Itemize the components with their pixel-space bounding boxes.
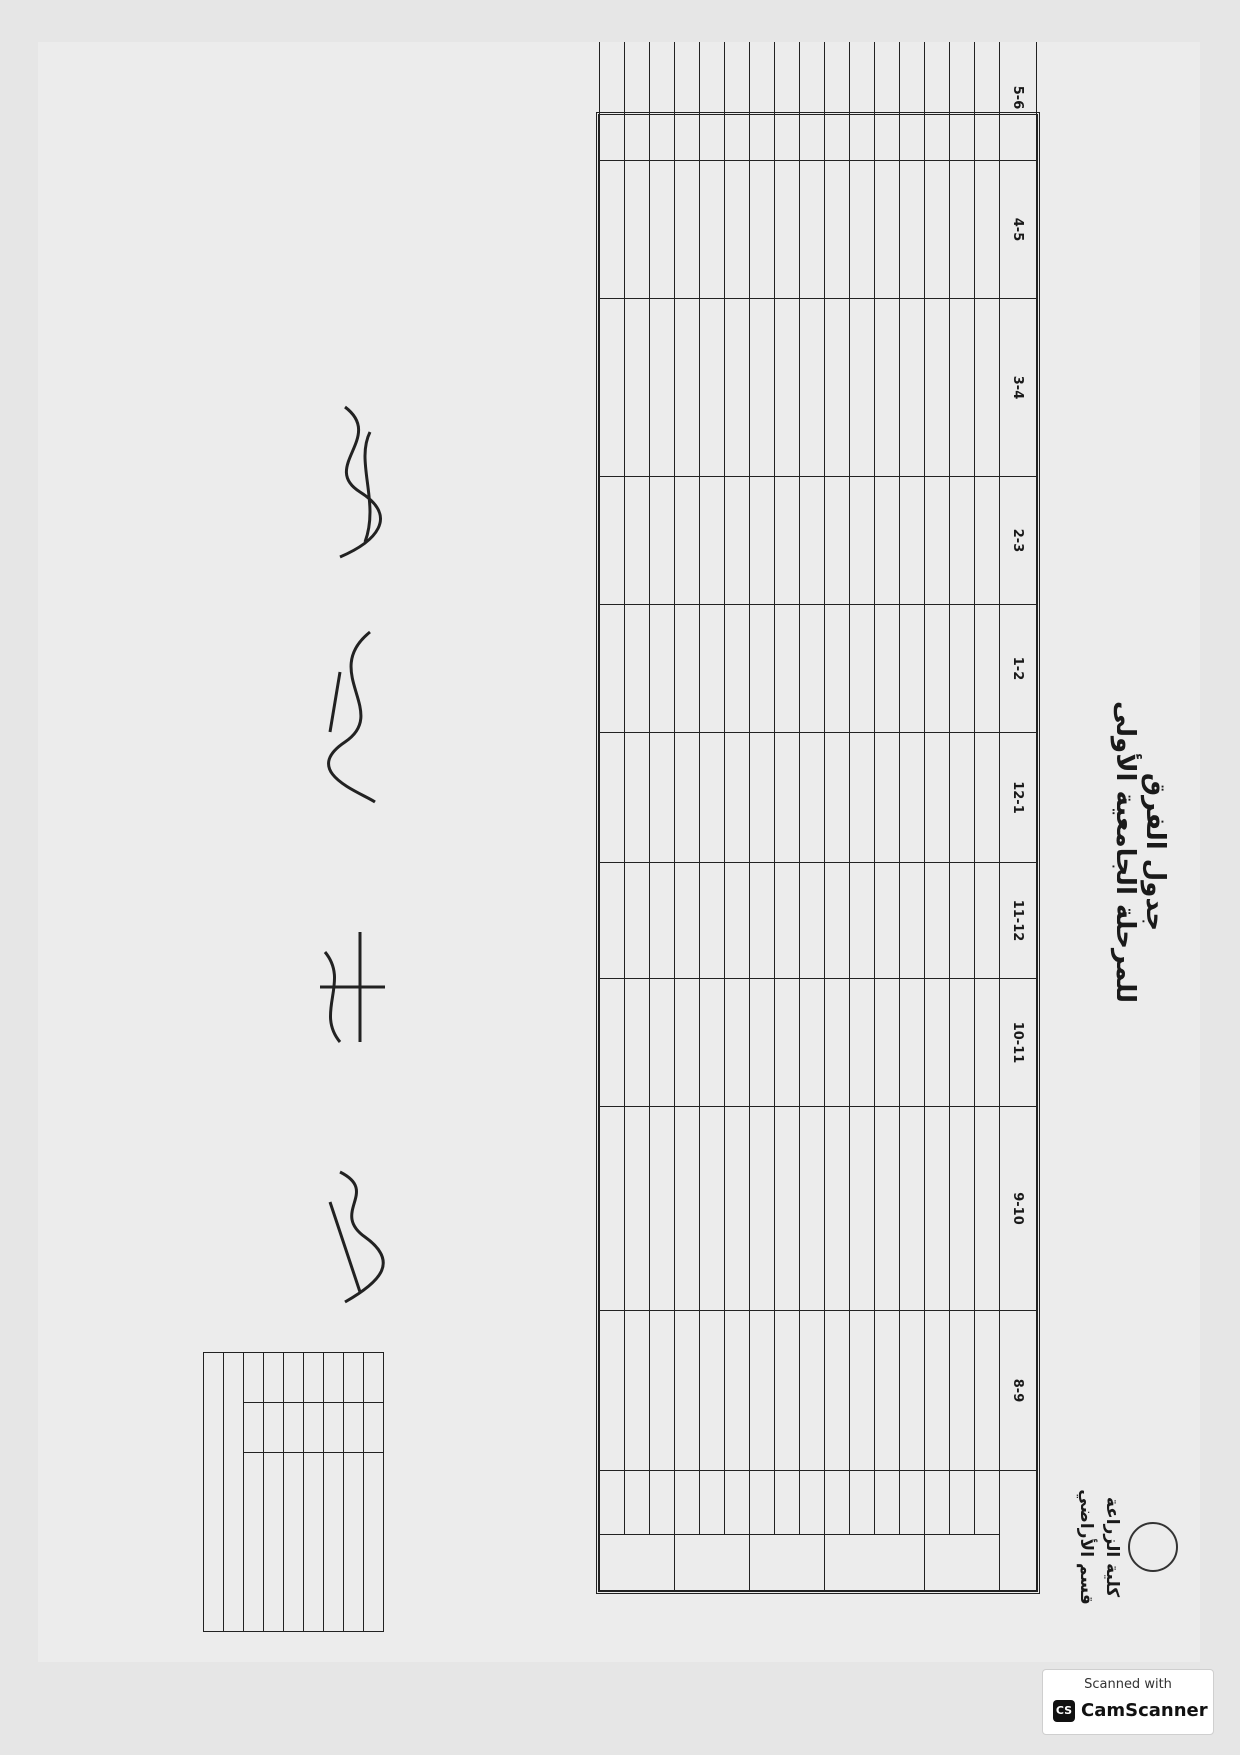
legend-cell xyxy=(264,1353,284,1403)
legend-header xyxy=(364,1353,384,1403)
legend-cell xyxy=(304,1452,324,1631)
time-slot: 10-11 xyxy=(1000,979,1037,1107)
legend-cell xyxy=(284,1452,304,1631)
legend-cell xyxy=(244,1452,264,1631)
day-row xyxy=(900,42,925,1591)
document-title xyxy=(1110,652,1170,1052)
day-row xyxy=(800,42,825,1591)
legend-cell xyxy=(244,1402,264,1452)
faculty-name: كلية الزراعة xyxy=(1102,1496,1122,1598)
schedule-table-frame xyxy=(596,85,1040,1594)
day-label xyxy=(750,1535,825,1591)
handwritten-signature xyxy=(310,602,400,822)
time-header-row xyxy=(1000,42,1037,1591)
handwritten-signature xyxy=(310,1142,400,1332)
legend-cell xyxy=(304,1402,324,1452)
time-slot: 5-6 xyxy=(1000,42,1037,161)
time-slot: 4-5 xyxy=(1000,161,1037,299)
university-logo-icon xyxy=(1128,1522,1178,1572)
time-slot: 3-4 xyxy=(1000,299,1037,477)
time-slot: 8-9 xyxy=(1000,1311,1037,1471)
camscanner-watermark xyxy=(1042,1669,1214,1735)
document-sheet xyxy=(38,42,1200,1662)
legend-header xyxy=(364,1452,384,1631)
course-legend-table xyxy=(203,1352,384,1632)
day-label xyxy=(675,1535,750,1591)
day-subrow-label xyxy=(925,1471,950,1535)
signature-block xyxy=(306,382,400,582)
day-subrow-label xyxy=(675,1471,700,1535)
legend-total-theory xyxy=(224,1353,244,1632)
camscanner-logo-icon: CS xyxy=(1053,1700,1075,1722)
signature-block xyxy=(306,1142,400,1332)
department-name: قسم الأراضي xyxy=(1076,1489,1097,1605)
day-subrow-label xyxy=(900,1471,925,1535)
legend-cell xyxy=(284,1353,304,1403)
legend-cell xyxy=(244,1353,264,1403)
scanner-brand: CamScanner xyxy=(1081,1700,1208,1721)
signature-block xyxy=(310,82,380,342)
time-slot: 12-1 xyxy=(1000,733,1037,863)
time-slot: 9-10 xyxy=(1000,1107,1037,1311)
corner-cell xyxy=(1000,1471,1037,1591)
time-slot: 1-2 xyxy=(1000,605,1037,733)
legend-cell xyxy=(304,1353,324,1403)
day-subrow-label xyxy=(975,1471,1000,1535)
day-row xyxy=(650,42,675,1591)
day-subrow-label xyxy=(825,1471,850,1535)
legend-cell xyxy=(284,1402,304,1452)
day-subrow-label xyxy=(700,1471,725,1535)
title-line-2: للمرحلة الجامعية الأولى xyxy=(1110,700,1140,1004)
faculty-block xyxy=(1073,1462,1178,1632)
time-slot: 11-12 xyxy=(1000,863,1037,979)
legend-cell xyxy=(344,1402,364,1452)
scanner-caption: Scanned with xyxy=(1084,1677,1172,1692)
day-subrow-label xyxy=(850,1471,875,1535)
day-subrow-label xyxy=(750,1471,775,1535)
day-subrow-label xyxy=(725,1471,750,1535)
day-subrow-label xyxy=(625,1471,650,1535)
legend-cell xyxy=(264,1402,284,1452)
schedule-table xyxy=(599,42,1037,1591)
legend-header xyxy=(364,1402,384,1452)
rotated-page xyxy=(38,42,1200,1662)
legend-cell xyxy=(324,1353,344,1403)
course-legend xyxy=(203,1352,384,1632)
day-label xyxy=(825,1535,925,1591)
day-subrow-label xyxy=(800,1471,825,1535)
legend-total-practical xyxy=(204,1353,224,1632)
legend-cell xyxy=(324,1402,344,1452)
day-label xyxy=(925,1535,1000,1591)
day-label xyxy=(600,1535,675,1591)
day-subrow-label xyxy=(875,1471,900,1535)
legend-cell xyxy=(264,1452,284,1631)
signature-block xyxy=(306,602,400,822)
day-subrow-label xyxy=(775,1471,800,1535)
legend-cell xyxy=(344,1353,364,1403)
day-subrow-label xyxy=(650,1471,675,1535)
legend-cell xyxy=(344,1452,364,1631)
day-subrow-label xyxy=(950,1471,975,1535)
day-row xyxy=(725,42,750,1591)
signature-block xyxy=(306,892,400,1082)
handwritten-signature xyxy=(310,892,400,1082)
legend-cell xyxy=(324,1452,344,1631)
day-subrow-label xyxy=(600,1471,625,1535)
day-row xyxy=(975,42,1000,1591)
time-slot: 2-3 xyxy=(1000,477,1037,605)
title-line-1: جدول الفرق xyxy=(1140,772,1170,932)
handwritten-signature xyxy=(310,382,400,582)
